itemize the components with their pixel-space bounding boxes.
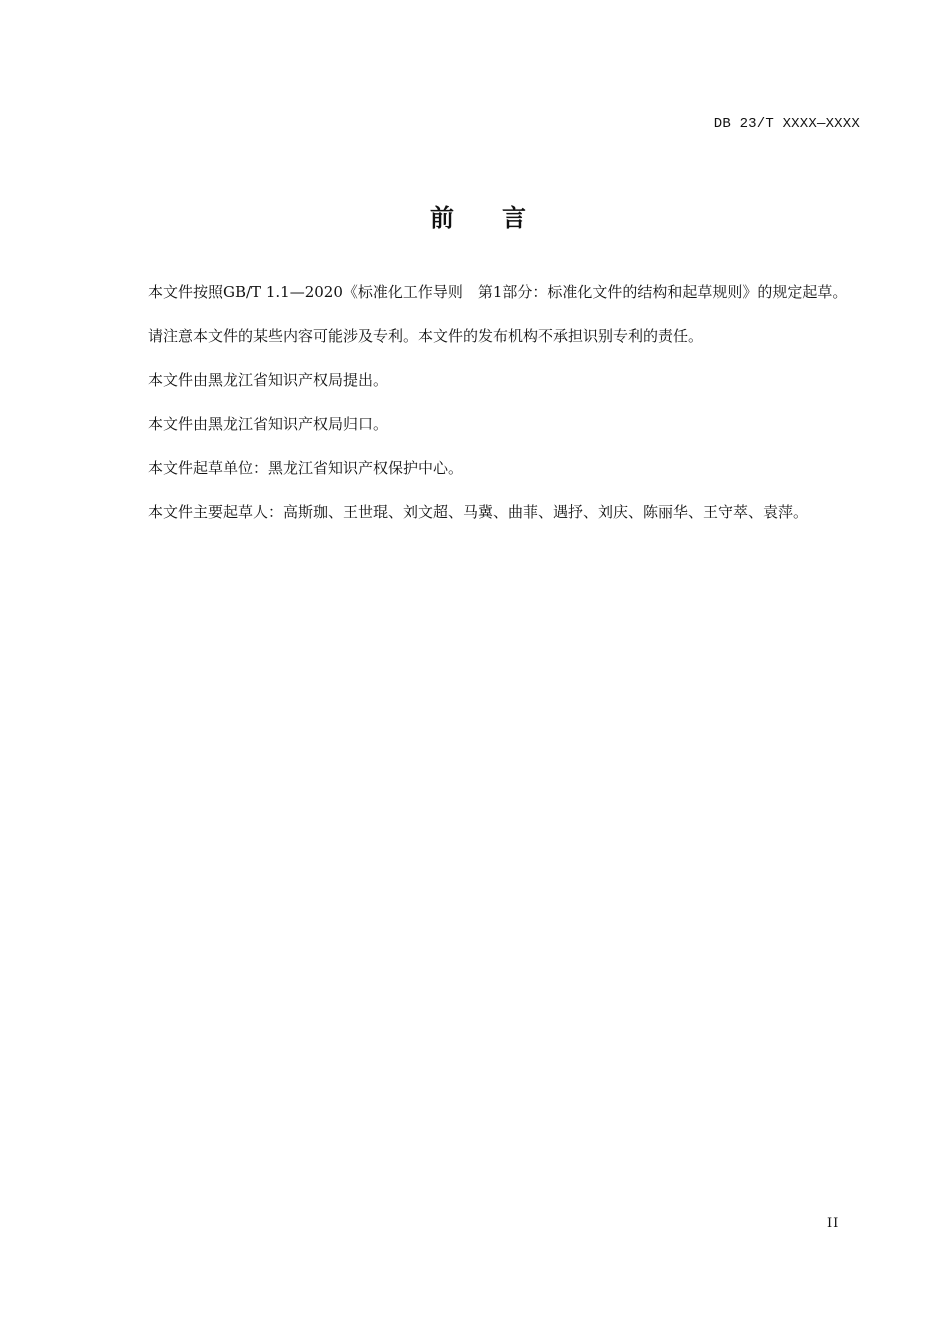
paragraph-drafting-rules: 本文件按照GB/T 1.1—2020《标准化工作导则 第1部分：标准化文件的结构和起草规则》的规定起草。	[148, 283, 848, 301]
foreword-body	[113, 278, 860, 542]
paragraph-drafters: 本文件主要起草人：高斯珈、王世琨、刘文超、马冀、曲菲、遇抒、刘庆、陈丽华、王守萃、袁萍。	[148, 503, 809, 521]
page-number: II	[827, 1216, 840, 1231]
document-number: DB 23/T XXXX—XXXX	[713, 116, 860, 132]
paragraph-administrator: 本文件由黑龙江省知识产权局归口。	[148, 415, 389, 433]
paragraph-patent-notice: 请注意本文件的某些内容可能涉及专利。本文件的发布机构不承担识别专利的责任。	[148, 327, 704, 345]
paragraph-proposer: 本文件由黑龙江省知识产权局提出。	[148, 371, 389, 389]
page-title: 前言	[430, 204, 574, 232]
paragraph-drafting-unit: 本文件起草单位：黑龙江省知识产权保护中心。	[148, 459, 464, 477]
